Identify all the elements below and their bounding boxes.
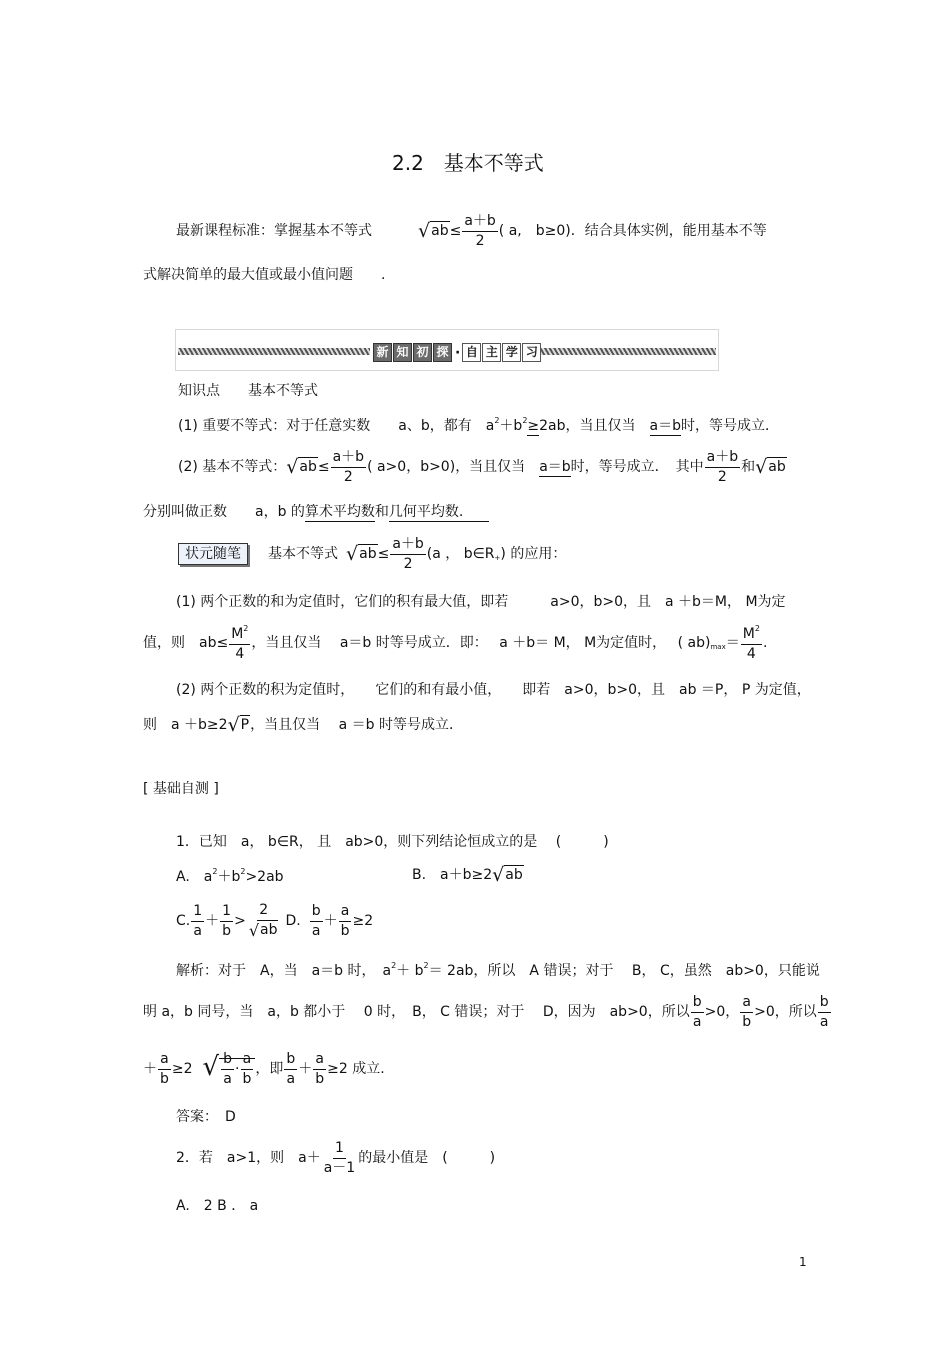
note-title: 状元随笔 基本不等式 √ab≤ $\frac{a+b}{2}$ (a ， $b\in R_+$) 的应用： xyxy=(178,537,566,571)
standard-line-1: 最新课程标准：掌握基本不等式 √ab≤ $\frac{a+b}{2}$ ( a, b≥0)．结合具体实例，能用基本不等 xyxy=(176,213,767,249)
solution-line-1: 解析：对于 A，当 a＝b 时， $a^2+ b^2= 2ab$，所以 A 错误；对于 B， C，虽然 ab>0，只能说 xyxy=(176,961,820,979)
sqrt-ab: √ab xyxy=(418,220,449,243)
blank-arithmetic-mean: 算术平均数 xyxy=(304,504,375,520)
q1-option-B: B. a＋b≥2√ab xyxy=(412,864,523,886)
banner-stripe-right xyxy=(534,348,716,355)
standard-line-2: 式解决简单的最大值或最小值问题 . xyxy=(143,267,386,283)
page-number: 1 xyxy=(799,1255,807,1269)
q1-options-C-D: C. $\frac{1}{a}$ ＋ $\frac{1}{b}$ > $\frac{2}{√ab}$ D. $\frac{b}{a}$ ＋ $\frac{a}{b}$ ≥2 xyxy=(176,902,374,940)
blank-geometric-mean: 几何平均数. xyxy=(389,504,489,522)
knowledge-p3: 分别叫做正数 a，b 的算术平均数和几何平均数. xyxy=(143,505,489,519)
note-1-line-2: 值，则 ab≤ $\frac{M^2}{4}$ ，当且仅当 a＝b 时等号成立．即： a ＋b＝ M， M为定值时， ( $ab)_{max}=$ $\frac{M^2}{4}$ . xyxy=(143,624,768,662)
q1-option-A: A. $a^2+b^2>2ab$ xyxy=(176,867,284,885)
banner-title: 新 知 初 探 · 自 主 学 习 xyxy=(373,343,542,362)
knowledge-p2: (2) 基本不等式：√ab≤ $\frac{a+b}{2}$ ( a>0，b>0)，当且仅当 a＝b时，等号成立． 其中 $\frac{a+b}{2}$ 和√ab xyxy=(178,449,786,485)
page-title: 2.2 基本不等式 xyxy=(392,151,544,175)
note-tag: 状元随笔 xyxy=(178,543,248,565)
solution-line-2: 明 a，b 同号，当 a，b 都小于 0 时， B， C 错误；对于 D，因为 ab>0，所以 $\frac{b}{a}$ >0， $\frac{a}{b}$ >0，所以 $\frac{b}{a}$ xyxy=(143,994,829,1030)
question-2: 2．若 a>1，则 a＋ $\frac{1}{a-1}$ 的最小值是 ( ) xyxy=(176,1140,496,1176)
knowledge-heading: 知识点 基本不等式 xyxy=(178,383,318,399)
note-1-line-1: (1) 两个正数的和为定值时，它们的积有最大值，即若 a>0，b>0，且 a ＋b＝M， M为定 xyxy=(176,594,786,610)
section-banner xyxy=(175,329,719,371)
answer-line: 答案： D xyxy=(176,1109,236,1125)
fraction-a-plus-b-over-2: $\frac{a+b}{2}$ xyxy=(464,213,496,249)
question-1: 1．已知 a， b∈R， 且 ab>0，则下列结论恒成立的是 ( ) xyxy=(176,834,609,850)
note-2-line-1: (2) 两个正数的积为定值时， 它们的和有最小值， 即若 a>0，b>0，且 ab ＝P， P 为定值， xyxy=(176,682,811,698)
note-2-line-2: 则 a ＋b≥2√P，当且仅当 a ＝b 时等号成立． xyxy=(143,714,463,736)
knowledge-p1: (1) 重要不等式：对于任意实数 a、b，都有 $a^2+b^2\ge 2ab$，当且仅当 a＝b时，等号成立． xyxy=(178,416,779,434)
answer-a-equals-b: a＝b xyxy=(649,418,681,434)
self-test-heading: [ 基础自测 ] xyxy=(143,781,219,797)
q2-options: A. 2 B ． a xyxy=(176,1198,259,1214)
standard-prefix: 最新课程标准：掌握基本不等式 xyxy=(176,223,372,240)
solution-line-3: ＋ $\frac{a}{b}$ ≥2 √ $\frac{b}{a}$ · $\frac{a}{b}$ ，即 $\frac{b}{a}$ ＋ $\frac{a}{b}$ ≥2 成立. xyxy=(143,1051,385,1087)
banner-stripe-left xyxy=(178,348,370,355)
